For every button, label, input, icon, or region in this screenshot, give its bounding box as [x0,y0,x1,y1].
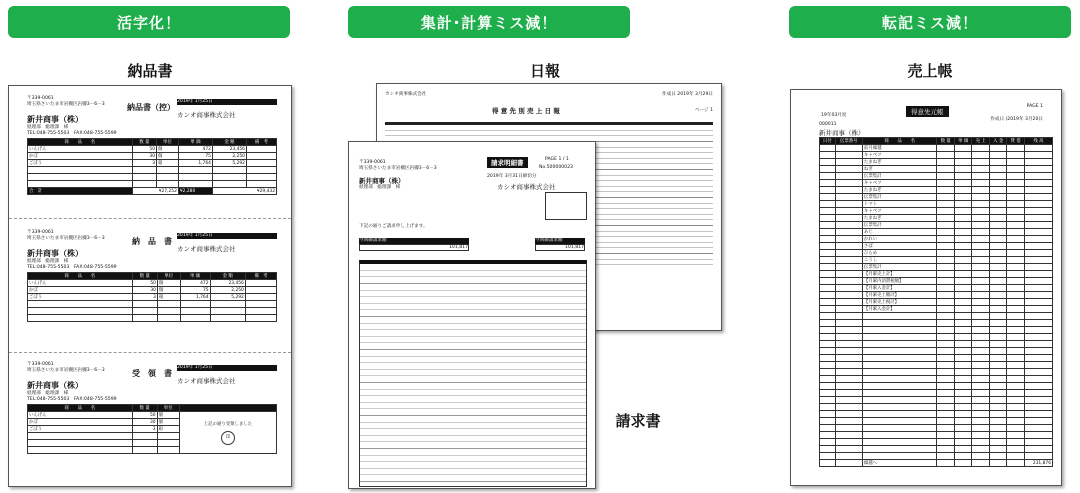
report-date: 作成日 2019年 3月29日 [662,92,713,97]
doc-title-copy: 納品書（控） [127,103,175,112]
invoice-document [348,141,596,489]
ledger-customer: 新井商事（株） [819,129,865,137]
ledger-created: 作成日 (2019年 3月20日 [990,117,1043,122]
ledger-table: 日付 伝票番号 商 品 名 数 量 単 価 売 上 入 金 貸 借 残 高 前月繰越 キャベツ たまねぎ ねぎ 伝票集計 キャベツ たまねぎ 伝票集計 トマト キャベツ たまねぎ 伝票集計 あじ かれい さば ひらめ こうし 伝票集計 【月累売上計】 【月累内消費税額】 【月累入金計】 【月累売上額計】 【月累売上税計】 【月累入金計】 繰越へ 231,876 [819,137,1053,467]
receipt-note: 上記の通り受領しました [203,421,253,427]
invoice-zip: 〒339-0061 [359,160,386,165]
delivery-section-receipt: 〒339-0061 埼玉県さいたま市岩槻区岩槻3－6－3 新井商事（株） 経理部 総理課 様 TEL:048-755-5503 FAX:048-755-5599 受 領 書 2019年 1月25日 カンオ商事株式会社 商 品 名 数 量 単位 いんげん 50 個 上記の通り受領しました 印 かぼ 30 個 ごぼう 3 箱 [27,362,277,482]
invoice-page: PAGE 1 / 1 [545,157,569,162]
zip-code: 〒339-0061 [27,96,54,101]
invoice-seal-box [545,192,587,220]
report-company: カシオ商事株式会社 [385,92,427,97]
table-row: いんげん 50 個 472 23,456 [28,146,277,153]
title-sales-ledger: 売上帳 [907,62,953,80]
ledger-end-total: 231,876 [1024,460,1052,467]
customer-dept: 経理部 総理課 様 [27,125,69,131]
ledger-page: PAGE 1 [1026,104,1043,109]
invoice-dept: 経理部 総理課 様 [359,185,401,190]
table-row: かぼ 30 個 75 2,250 [28,153,277,160]
prev-balance-box: 今回御請求額 101,817 [359,238,468,250]
title-invoice: 請求書 [615,412,661,430]
doc-date: 2019年 1月25日 [177,99,277,105]
delivery-note-document [8,85,292,487]
delivery-section-main: 〒339-0061 埼玉県さいたま市岩槻区岩槻3－6－3 新井商事（株） 経理部 総理課 様 TEL:048-755-5503 FAX:048-755-5599 納 品 書 2019年 1月25日 カンオ商事株式会社 商 品 名 数 量 単位 単 価 金 額 備 考 いんげん 50 個 472 23,456 かぼ 30 個 75 2,250 ごぼう 3 箱 1,764 5,292 [27,230,277,350]
badge-katsujika: 活字化！ [8,6,290,38]
customer-name: 新井商事（株） [27,115,83,125]
current-invoice-box: 今回御請求額 101,817 [535,238,584,250]
ledger-title: 得意先元帳 [906,106,949,117]
ledger-period: 19年03月度 [821,113,847,118]
title-daily-report: 日報 [529,62,560,80]
sales-ledger-document [790,89,1062,486]
ledger-footer: 繰越へ [862,460,937,467]
items-table: 商 品 名 数 量 単位 単 価 金 額 備 考 いんげん 50 個 472 23,456 かぼ 30 個 75 2,250 ごぼう 3 箱 1,764 5,292 [27,272,277,322]
invoice-period: 2019年 3月31日締切分 [487,174,537,179]
invoice-address: 埼玉県さいたま市岩槻区岩槻3－6－3 [359,166,437,171]
invoice-customer: 新井商事（株） [359,177,405,185]
issuer-company: カンオ商事株式会社 [177,111,236,119]
invoice-total: 101,817 [535,244,585,252]
report-page: ページ 1 [694,108,713,113]
badge-transcription: 転記ミス減！ [789,6,1071,38]
address: 埼玉県さいたま市岩槻区岩槻3－6－3 [27,101,105,107]
title-delivery-note: 納品書 [127,62,173,80]
doc-title-main: 納 品 書 [132,237,172,246]
delivery-section-copy [27,96,277,216]
invoice-request-text: 下記の通りご請求申し上げます。 [359,224,428,229]
invoice-issuer: カシオ商事株式会社 [497,183,556,191]
badge-calc-mistake: 集計･計算ミス減！ [348,6,630,38]
seal-stamp: 印 [221,431,235,445]
customer-phone: TEL:048-755-5503 FAX:048-755-5599 [27,131,117,137]
invoice-title: 請求明細書 [487,157,528,168]
report-title: 得 意 先 別 売 上 日 報 [492,107,560,115]
doc-title-receipt: 受 領 書 [132,369,172,378]
invoice-number: No.500000023 [539,165,573,170]
items-table: 商 品 名 数 量 単位 単 価 金 額 備 考 いんげん 50 個 472 23,456 かぼ 30 個 75 2,250 ごぼう 3 箱 1,764 5,292 合 計 ¥27,252 ¥2,280 ¥29,432 [29,140,275,194]
ledger-code: 000011 [819,122,837,127]
receipt-table: 商 品 名 数 量 単位 いんげん 50 個 上記の通り受領しました 印 かぼ 30 個 ごぼう 3 箱 [27,404,277,454]
invoice-detail-grid [359,260,587,487]
table-row: ごぼう 3 箱 1,764 5,292 [28,160,277,167]
